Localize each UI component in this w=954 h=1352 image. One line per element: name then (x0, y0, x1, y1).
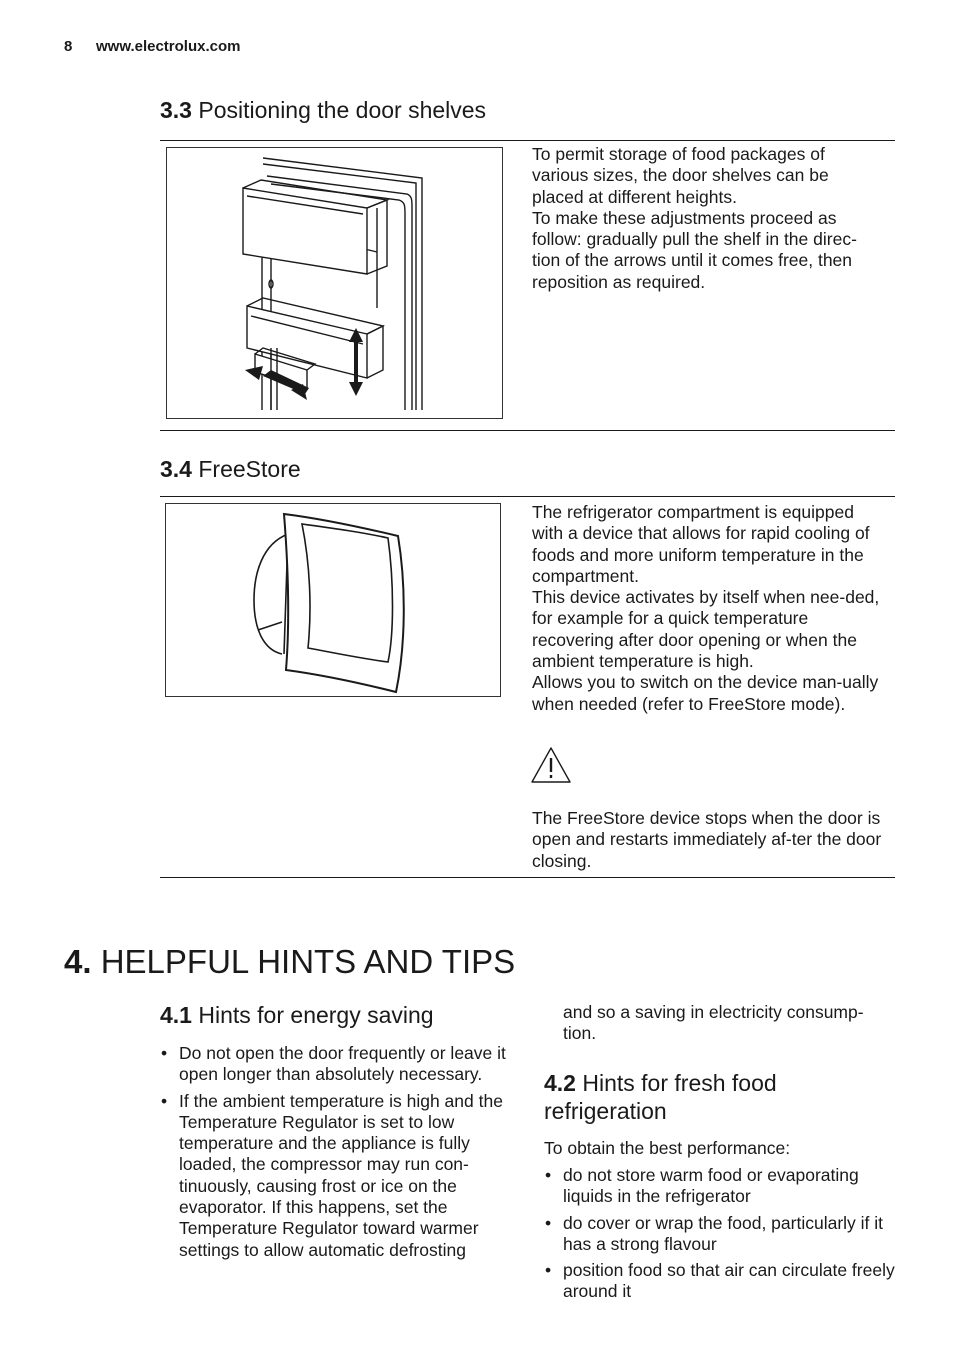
section-number: 4.2 (544, 1070, 576, 1096)
divider (160, 140, 895, 141)
list-item: • Do not open the door frequently or leave it open longer than absolutely necessary. (160, 1043, 512, 1086)
section-3-4-heading (160, 455, 301, 483)
paragraph: To obtain the best performance: (544, 1138, 791, 1158)
chapter-title: HELPFUL HINTS AND TIPS (100, 943, 516, 980)
page-number: 8 (64, 38, 73, 55)
paragraph: and so a saving in electricity consump-tion. (563, 1002, 864, 1044)
divider (160, 496, 895, 497)
warning-icon (530, 746, 572, 784)
section-4-1-heading (160, 1001, 434, 1029)
paragraph: To permit storage of food packages of various sizes, the door shelves can be placed at different heights. (532, 144, 829, 207)
section-4-2-bullets (544, 1165, 896, 1308)
section-3-3-text (532, 144, 884, 293)
section-4-1-continuation (563, 1002, 893, 1045)
list-item: • do not store warm food or evaporating liquids in the refrigerator (544, 1165, 896, 1208)
chapter-number: 4. (64, 943, 92, 980)
chapter-4-heading (64, 942, 515, 982)
section-title: FreeStore (198, 456, 301, 482)
paragraph: The refrigerator compartment is equipped with a device that allows for rapid cooling of foods and more uniform temperature in the compartment. (532, 502, 870, 586)
section-4-2-intro (544, 1138, 894, 1159)
freestore-fan-illustration (166, 504, 500, 696)
divider (160, 430, 895, 431)
paragraph: Allows you to switch on the device man-ually when needed (refer to FreeStore mode). (532, 672, 879, 714)
section-title: Hints for energy saving (198, 1002, 434, 1028)
paragraph: To make these adjustments proceed as follow: gradually pull the shelf in the direc-tion of the arrows until it comes free, then reposition as required. (532, 207, 857, 292)
paragraph: The FreeStore device stops when the door is open and restarts immediately af-ter the door closing. (532, 808, 882, 871)
divider (160, 877, 895, 878)
list-item: • If the ambient temperature is high and the Temperature Regulator is set to low temperature and the appliance is fully loaded, the compressor may run con-tinuously, causing frost or ice on the evaporator. If this happens, set the Temperature Regulator toward warmer settings to allow automatic defrosting (160, 1091, 512, 1261)
section-3-4-text (532, 502, 887, 715)
section-title: Hints for fresh food refrigeration (544, 1070, 777, 1124)
list-item: • position food so that air can circulate freely around it (544, 1260, 896, 1303)
section-4-1-bullets (160, 1043, 512, 1266)
freestore-figure (165, 503, 501, 697)
paragraph: This device activates by itself when nee-ded, for example for a quick temperature recovering after door opening or when the ambient temperature is high. (532, 587, 880, 672)
website-url: www.electrolux.com (96, 38, 241, 55)
section-4-2-heading (544, 1069, 894, 1125)
section-3-3-heading (160, 96, 486, 124)
warning-text (532, 808, 884, 872)
list-item: • do cover or wrap the food, particularly if it has a strong flavour (544, 1213, 896, 1256)
section-number: 4.1 (160, 1002, 192, 1028)
door-shelves-illustration (167, 148, 502, 418)
section-title: Positioning the door shelves (198, 97, 487, 123)
section-number: 3.3 (160, 97, 192, 123)
door-shelves-figure (166, 147, 503, 419)
section-number: 3.4 (160, 456, 192, 482)
